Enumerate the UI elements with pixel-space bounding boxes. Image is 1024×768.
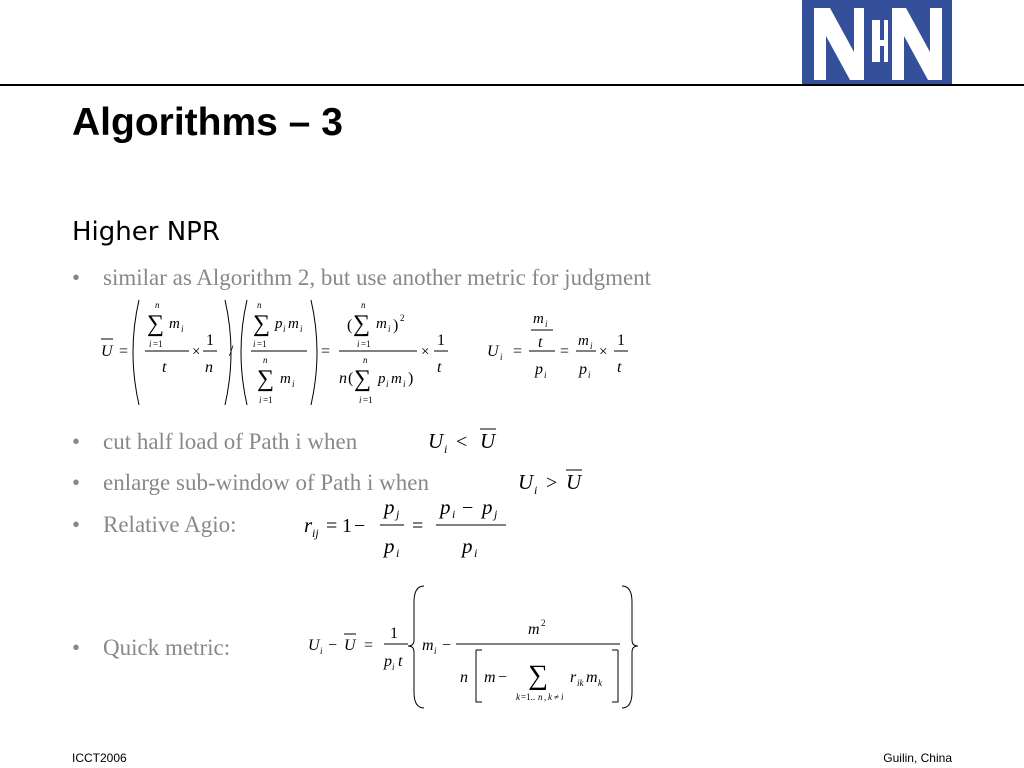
svg-text:i: i (590, 341, 593, 351)
bullet-marker: • (72, 265, 81, 290)
svg-text:n: n (155, 300, 160, 310)
svg-text:i: i (386, 379, 389, 389)
footer-location-label: Guilin, China (883, 751, 952, 765)
logo-graphic (802, 0, 952, 86)
svg-text:1: 1 (617, 332, 625, 349)
bullet-enlarge-subwindow (72, 471, 429, 494)
svg-text:k: k (598, 678, 602, 688)
bullet-quick-metric (72, 636, 230, 659)
svg-text:i: i (588, 370, 591, 380)
formula-u-definitions (95, 295, 635, 410)
svg-text:×: × (192, 344, 201, 360)
svg-text:i: i (300, 324, 303, 334)
svg-text:i: i (320, 646, 323, 656)
svg-text:i: i (534, 483, 538, 497)
svg-text:t: t (538, 334, 543, 351)
svg-text:t: t (617, 359, 622, 376)
svg-text:n: n (205, 359, 213, 376)
svg-text:=1: =1 (153, 339, 163, 349)
svg-text:p: p (275, 316, 283, 332)
svg-text:∑: ∑ (353, 311, 371, 337)
svg-text:t: t (398, 653, 403, 670)
bullet-relative-agio (72, 513, 237, 536)
svg-text:i: i (149, 339, 152, 349)
bullet-text: Relative Agio: (103, 512, 237, 537)
svg-text:m: m (391, 371, 402, 387)
bullet-text: cut half load of Path i when (103, 429, 358, 454)
svg-text:∑: ∑ (147, 311, 165, 337)
svg-text:j: j (396, 507, 400, 521)
svg-text:m: m (422, 637, 434, 654)
svg-text:i: i (452, 507, 456, 521)
svg-text:∑: ∑ (253, 311, 271, 337)
svg-text:m: m (169, 316, 180, 332)
bullet-marker: • (72, 470, 81, 495)
svg-text:n: n (538, 692, 543, 702)
svg-text:m: m (484, 669, 496, 686)
svg-text:i: i (544, 370, 547, 380)
svg-text:=1: =1 (263, 395, 273, 405)
footer-conference-label: ICCT2006 (72, 751, 127, 765)
svg-text:i: i (392, 662, 395, 672)
svg-text:,: , (544, 692, 547, 702)
svg-text:r: r (304, 513, 313, 537)
svg-text:−: − (498, 669, 508, 686)
svg-text:=: = (321, 343, 331, 360)
svg-text:=: = (326, 515, 338, 537)
svg-text:=: = (560, 343, 570, 360)
svg-text:i: i (292, 379, 295, 389)
svg-text:−: − (442, 637, 452, 654)
svg-text:ik: ik (577, 678, 584, 688)
svg-text:i: i (500, 352, 503, 362)
svg-text:1: 1 (206, 332, 214, 349)
bullet-text: similar as Algorithm 2, but use another metric for judgment (103, 265, 652, 290)
svg-text:i: i (434, 646, 437, 656)
svg-text:=1: =1 (361, 339, 371, 349)
svg-text:n: n (263, 355, 268, 365)
svg-text:1: 1 (390, 625, 398, 642)
formula-ui-greater-than-ubar (514, 465, 604, 499)
svg-text:i: i (357, 339, 360, 349)
svg-text:m: m (288, 316, 299, 332)
svg-text:−: − (354, 515, 366, 537)
svg-text:(: ( (348, 370, 354, 387)
svg-text:1: 1 (437, 332, 445, 349)
svg-text:p: p (535, 361, 543, 378)
section-subheading: Higher NPR (72, 217, 220, 247)
svg-text:1: 1 (342, 515, 352, 537)
svg-text:m: m (280, 371, 291, 387)
svg-text:2: 2 (541, 618, 546, 628)
svg-text:U: U (101, 343, 113, 360)
svg-text:n: n (339, 370, 347, 387)
svg-text:t: t (437, 359, 442, 376)
svg-text:k: k (516, 692, 520, 702)
svg-text:p: p (384, 495, 395, 519)
svg-text:): ) (393, 317, 399, 334)
svg-text:=: = (412, 515, 424, 537)
slide-title: Algorithms – 3 (72, 101, 343, 144)
svg-text:≠: ≠ (554, 692, 559, 702)
svg-text:t: t (162, 359, 167, 376)
svg-text:i: i (388, 324, 391, 334)
svg-text:=1: =1 (363, 395, 373, 405)
svg-text:p: p (579, 361, 587, 378)
svg-text:U: U (487, 343, 499, 360)
svg-text:n: n (460, 669, 468, 686)
formula-relative-agio (300, 492, 520, 562)
logo (802, 0, 952, 86)
svg-text:r: r (570, 669, 577, 686)
svg-text:p: p (378, 371, 386, 387)
svg-text:(: ( (347, 317, 353, 334)
svg-text:<: < (456, 431, 468, 453)
svg-text:p: p (440, 495, 451, 519)
svg-text:U: U (308, 637, 320, 654)
svg-text:U: U (518, 470, 534, 494)
formula-ui-less-than-ubar (424, 424, 514, 458)
svg-text:2: 2 (400, 313, 405, 323)
svg-text:p: p (482, 495, 493, 519)
svg-text:i: i (253, 339, 256, 349)
svg-text:n: n (363, 355, 368, 365)
svg-text:n: n (257, 300, 262, 310)
svg-text:>: > (546, 472, 558, 494)
svg-text:m: m (578, 333, 589, 349)
svg-text:U: U (428, 429, 444, 453)
formula-quick-metric (304, 582, 634, 712)
svg-text:p: p (384, 534, 395, 558)
svg-text:p: p (462, 534, 473, 558)
bullet-metric-intro (72, 266, 651, 289)
svg-text:i: i (474, 546, 478, 560)
svg-text:∑: ∑ (354, 366, 372, 392)
svg-text:i: i (259, 395, 262, 405)
svg-text:i: i (181, 324, 184, 334)
bullet-marker: • (72, 429, 81, 454)
bullet-marker: • (72, 635, 81, 660)
svg-text:p: p (384, 653, 392, 670)
svg-text:i: i (545, 319, 548, 329)
bullet-text: enlarge sub-window of Path i when (103, 470, 429, 495)
svg-text:i: i (403, 379, 406, 389)
svg-text:−: − (462, 497, 474, 519)
svg-text:i: i (444, 442, 448, 456)
svg-text:i: i (561, 692, 564, 702)
svg-text:×: × (421, 344, 430, 360)
svg-text:∑: ∑ (528, 660, 548, 691)
svg-text:i: i (359, 395, 362, 405)
svg-text:/: / (229, 343, 234, 360)
bullet-cut-half-load (72, 430, 357, 453)
svg-text:j: j (494, 507, 498, 521)
svg-text:=: = (119, 343, 129, 360)
header-divider (0, 84, 1024, 86)
svg-text:i: i (396, 546, 400, 560)
svg-text:m: m (528, 621, 540, 638)
svg-text:−: − (328, 637, 338, 654)
svg-text:∑: ∑ (257, 366, 275, 392)
svg-text:n: n (361, 300, 366, 310)
svg-text:): ) (408, 370, 414, 387)
svg-text:×: × (599, 344, 608, 360)
svg-text:m: m (586, 669, 598, 686)
bullet-marker: • (72, 512, 81, 537)
bullet-text: Quick metric: (103, 635, 231, 660)
svg-text:U: U (566, 470, 582, 494)
svg-text:=: = (364, 637, 374, 654)
svg-text:=1: =1 (257, 339, 267, 349)
svg-text:U: U (480, 429, 496, 453)
svg-text:k: k (548, 692, 552, 702)
svg-text:=1..: =1.. (521, 692, 536, 702)
svg-text:m: m (376, 316, 387, 332)
svg-text:ij: ij (312, 526, 319, 540)
svg-text:i: i (283, 324, 286, 334)
svg-text:=: = (513, 343, 523, 360)
svg-text:U: U (344, 637, 356, 654)
svg-text:m: m (533, 311, 544, 327)
